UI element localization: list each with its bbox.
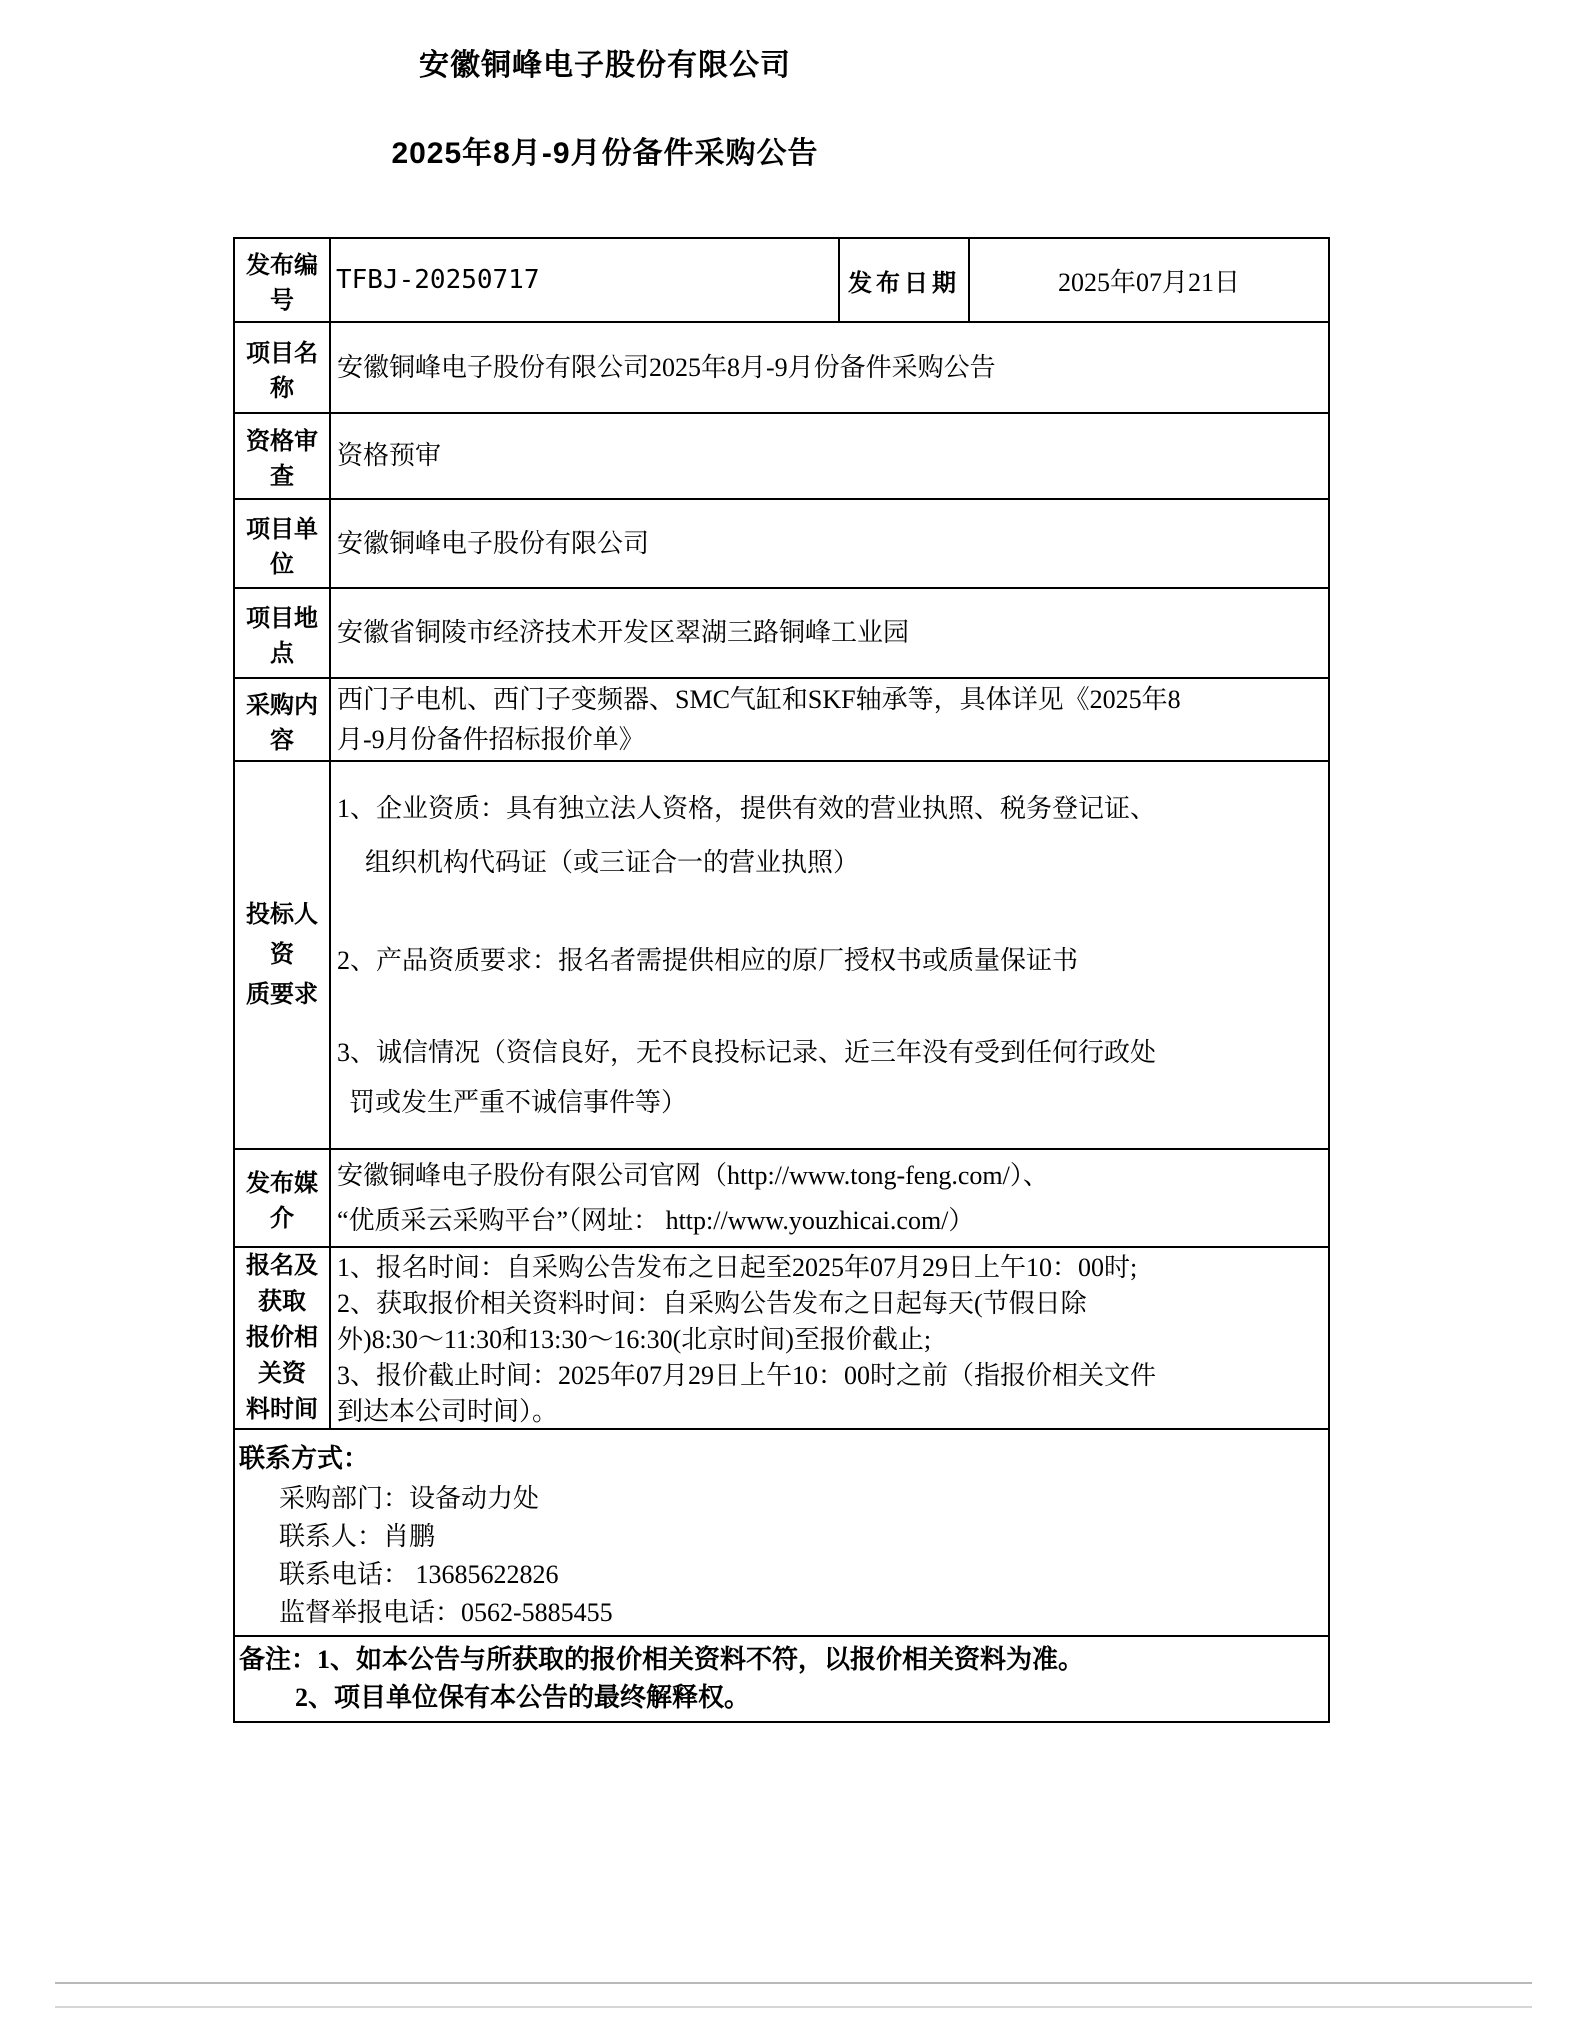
project-site-value — [331, 589, 1328, 677]
signup-label-line-1: 报名及获取 — [246, 1253, 318, 1315]
row-project-unit — [235, 500, 1328, 589]
publish-media-label: 发布媒介 — [235, 1150, 331, 1246]
doc-title: 安徽铜峰电子股份有限公司 — [419, 49, 791, 82]
signup-line-2: 2、获取报价相关资料时间：自采购公告发布之日起每天(节假日除 — [337, 1289, 1087, 1318]
row-bidder-qualification — [235, 762, 1328, 1150]
doc-subtitle: 2025年8月-9月份备件采购公告 — [391, 137, 819, 170]
row-remark — [235, 1637, 1328, 1721]
contact-report-phone: 监督举报电话：0562-5885455 — [279, 1598, 613, 1627]
publish-date-label: 发布日期 — [840, 239, 970, 321]
procurement-notice-table — [233, 237, 1330, 1723]
qualification-value — [331, 414, 1328, 498]
project-unit-label: 项目单位 — [235, 500, 331, 587]
remark-cell — [235, 1637, 1328, 1721]
bidder-label-line-1: 投标人资 — [246, 902, 318, 968]
qualification-text: 资格预审 — [337, 441, 442, 470]
project-name-label: 项目名称 — [235, 323, 331, 412]
contact-dept: 采购部门：设备动力处 — [279, 1484, 540, 1513]
footer-divider-line-1 — [55, 1982, 1532, 1984]
row-signup-time — [235, 1248, 1328, 1430]
publish-no-label: 发布编号 — [235, 239, 331, 321]
project-name-text: 安徽铜峰电子股份有限公司2025年8月-9月份备件采购公告 — [337, 352, 996, 382]
footer-divider-line-2 — [55, 2006, 1532, 2008]
signup-line-1: 1、报名时间：自采购公告发布之日起至2025年07月29日上午10：00时; — [337, 1253, 1138, 1282]
signup-time-value — [331, 1248, 1328, 1428]
spacer — [337, 890, 1328, 934]
qualification-label: 资格审查 — [235, 414, 331, 498]
project-unit-text: 安徽铜峰电子股份有限公司 — [337, 528, 650, 558]
project-name-value — [331, 323, 1328, 412]
procurement-line-2: 月-9月份备件招标报价单》 — [337, 724, 645, 754]
bidder-qualification-label — [235, 762, 331, 1148]
project-site-text: 安徽省铜陵市经济技术开发区翠湖三路铜峰工业园 — [337, 618, 910, 647]
row-project-name — [235, 323, 1328, 414]
project-site-label: 项目地点 — [235, 589, 331, 677]
bidder-item3-line-1: 3、诚信情况（资信良好，无不良投标记录、近三年没有受到任何行政处 — [337, 1038, 1157, 1067]
row-publish-media — [235, 1150, 1328, 1248]
bidder-qualification-value — [331, 762, 1328, 1148]
spacer — [337, 988, 1328, 1028]
contact-phone: 联系电话： 13685622826 — [279, 1560, 559, 1589]
row-contact — [235, 1430, 1328, 1637]
row-publish — [235, 239, 1328, 323]
contact-cell — [235, 1430, 1328, 1635]
project-unit-value — [331, 500, 1328, 587]
remark-line-1: 备注：1、如本公告与所获取的报价相关资料不符，以报价相关资料为准。 — [239, 1645, 1085, 1674]
contact-person: 联系人：肖鹏 — [279, 1522, 436, 1551]
publish-media-value — [331, 1150, 1328, 1246]
row-qualification — [235, 414, 1328, 500]
signup-line-5: 到达本公司时间）。 — [337, 1397, 559, 1426]
procurement-value — [331, 679, 1328, 760]
bidder-item3-line-2: 罚或发生严重不诚信事件等） — [349, 1088, 688, 1117]
publish-date-value: 2025年07月21日 — [1057, 267, 1240, 297]
procurement-line-1: 西门子电机、西门子变频器、SMC气缸和SKF轴承等，具体详见《2025年8 — [337, 684, 1181, 714]
bidder-item1-line-2: 组织机构代码证（或三证合一的营业执照） — [365, 848, 860, 877]
media-line-2: “优质采云采购平台”（网址： http://www.youzhicai.com/） — [337, 1206, 975, 1235]
signup-time-label — [235, 1248, 331, 1428]
bidder-label-line-2: 质要求 — [246, 982, 318, 1008]
remark-line-2: 2、项目单位保有本公告的最终解释权。 — [295, 1683, 751, 1712]
signup-label-line-2: 报价相关资 — [246, 1325, 318, 1387]
signup-label-line-3: 料时间 — [246, 1397, 318, 1423]
bidder-item1-line-1: 1、企业资质：具有独立法人资格，提供有效的营业执照、税务登记证、 — [337, 794, 1157, 823]
row-procurement-content — [235, 679, 1328, 762]
bidder-item2-line: 2、产品资质要求：报名者需提供相应的原厂授权书或质量保证书 — [337, 946, 1079, 975]
row-project-site — [235, 589, 1328, 679]
procurement-label: 采购内容 — [235, 679, 331, 760]
media-line-1: 安徽铜峰电子股份有限公司官网（http://www.tong-feng.com/）、 — [337, 1161, 1049, 1190]
signup-line-4: 3、报价截止时间：2025年07月29日上午10：00时之前（指报价相关文件 — [337, 1361, 1157, 1390]
publish-no-value: TFBJ-20250717 — [331, 239, 840, 321]
contact-heading: 联系方式： — [239, 1444, 370, 1473]
signup-line-3: 外)8:30～11:30和13:30～16:30(北京时间)至报价截止; — [337, 1325, 932, 1354]
